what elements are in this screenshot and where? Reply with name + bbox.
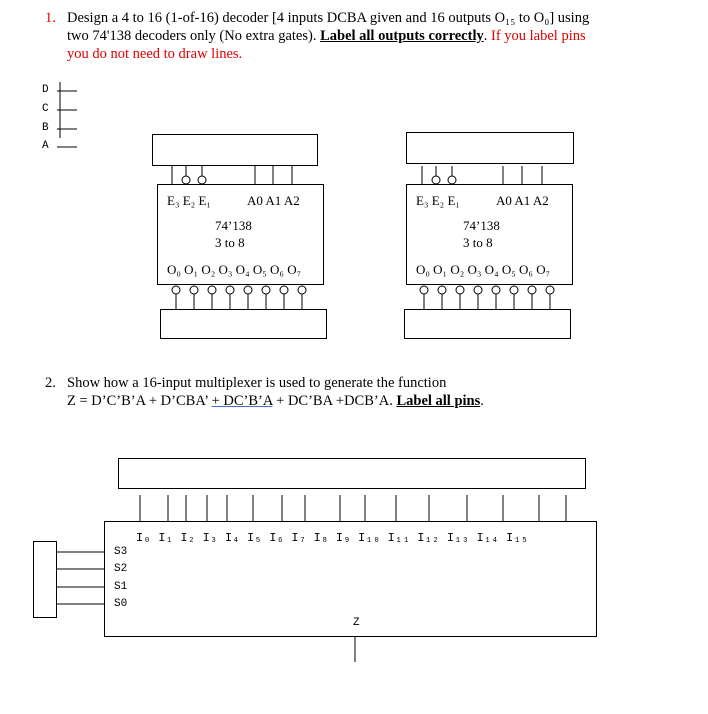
mux-select-s0: S0 <box>114 598 128 610</box>
q1-line1: Design a 4 to 16 (1-of-16) decoder [4 inputs DCBA given and 16 outputs O₁₅ to O₀] using <box>67 10 590 26</box>
q2-line2-dot: . <box>480 393 484 409</box>
mux-input-pins <box>140 495 566 521</box>
mux-top-label-box <box>118 458 586 489</box>
dec1-output-pins <box>172 286 306 309</box>
dec2-output-pins <box>420 286 554 309</box>
input-label-d: D <box>42 84 49 96</box>
dec2-bubble-e1 <box>448 176 456 184</box>
dec2-address: A0 A1 A2 <box>496 193 549 208</box>
mux-input-labels: I₀ I₁ I₂ I₃ I₄ I₅ I₆ I₇ I₈ I₉ I₁₀ I₁₁ I₁₂ I₁₃ I₁₄ I₁₅ <box>136 531 529 545</box>
mux-select-label-box <box>33 541 57 618</box>
dec2-enables: E₃ E₂ E₁ <box>416 193 460 208</box>
q1-line3-red: you do not need to draw lines. <box>67 46 243 62</box>
q2-number: 2. <box>45 375 56 391</box>
q1-line2-dot: . <box>483 28 488 44</box>
dec1-bubble-e2 <box>182 176 190 184</box>
dec2-bubble-e2 <box>432 176 440 184</box>
dec1-bottom-label-box <box>160 309 327 339</box>
mux-output-label: Z <box>353 617 360 629</box>
mux-select-s3: S3 <box>114 546 128 558</box>
input-label-c: C <box>42 103 49 115</box>
q1-line2-bold: Label all outputs correctly <box>320 28 484 44</box>
q2-line2-a: Z = D’C’B’A + D’CBA’ <box>67 393 208 409</box>
dec1-outputs: O₀ O₁ O₂ O₃ O₄ O₅ O₆ O₇ <box>167 262 302 277</box>
q1-line2-red: If you label pins <box>490 28 586 44</box>
q2-line2-bold: Label all pins <box>396 393 481 409</box>
q2-text <box>67 374 697 410</box>
q2-line2-b: + DC’B’A <box>211 393 273 409</box>
input-label-a: A <box>42 140 49 152</box>
q2-line2-c: + DC’BA +DCB’A. <box>276 393 393 409</box>
dec1-name: 74’138 <box>215 218 252 233</box>
dec2-outputs: O₀ O₁ O₂ O₃ O₄ O₅ O₆ O₇ <box>416 262 551 277</box>
dec1-address: A0 A1 A2 <box>247 193 300 208</box>
mux-select-s1: S1 <box>114 581 128 593</box>
dec1-top-label-box <box>152 134 318 166</box>
q1-number: 1. <box>45 10 56 26</box>
dec2-name: 74’138 <box>463 218 500 233</box>
dec2-chip <box>406 184 573 285</box>
dec2-top-label-box <box>406 132 574 164</box>
q2-line2 <box>67 392 697 410</box>
mux-chip <box>104 521 597 637</box>
dec2-type: 3 to 8 <box>463 235 493 250</box>
dec1-bubble-e1 <box>198 176 206 184</box>
dec1-type: 3 to 8 <box>215 235 245 250</box>
dec2-bottom-label-box <box>404 309 571 339</box>
dec1-enables: E₃ E₂ E₁ <box>167 193 211 208</box>
mux-select-s2: S2 <box>114 563 128 575</box>
q1-line2-plain: two 74'138 decoders only (No extra gates). <box>67 28 317 44</box>
dec1-chip <box>157 184 324 285</box>
input-label-b: B <box>42 122 49 134</box>
q2-line1: Show how a 16-input multiplexer is used to generate the function <box>67 375 447 391</box>
